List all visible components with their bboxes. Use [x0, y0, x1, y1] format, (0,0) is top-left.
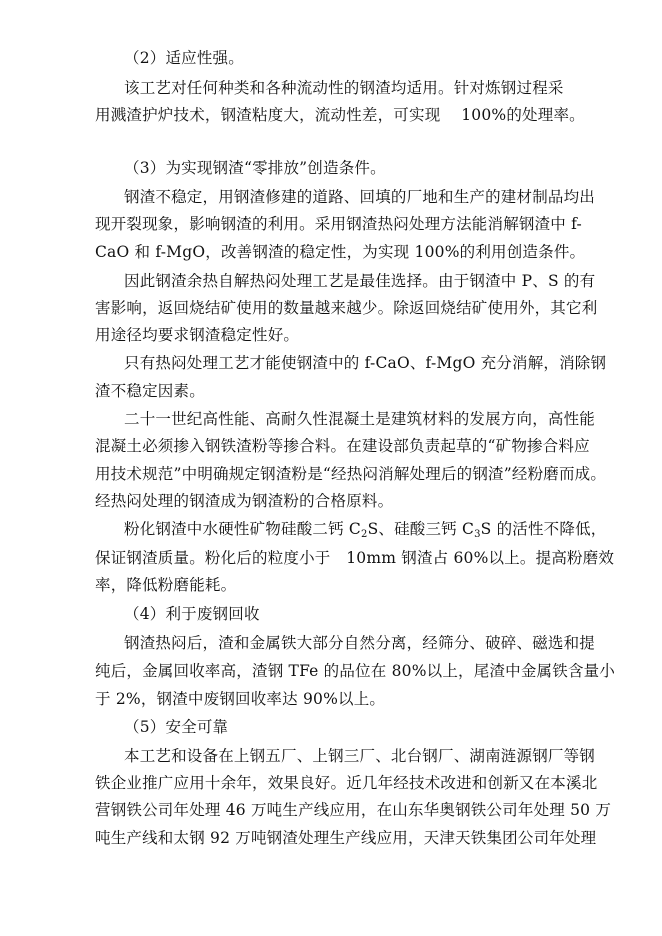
- paragraph-line: 保证钢渣质量。粉化后的粒度小于 10mm 钢渣占 60%以上。提高粉磨效: [95, 549, 615, 567]
- paragraph-line: 害影响，返回烧结矿使用的数量越来越少。除返回烧结矿使用外，其它利: [95, 299, 598, 317]
- paragraph-line: 因此钢渣余热自解热闷处理工艺是最佳选择。由于钢渣中 P、S 的有: [124, 272, 596, 290]
- paragraph-line: 经热闷处理的钢渣成为钢渣粉的合格原料。: [95, 492, 394, 510]
- paragraph-line: 于 2%，钢渣中废钢回收率达 90%以上。: [95, 690, 386, 708]
- paragraph-line: 用溅渣护炉技术，钢渣粘度大，流动性差，可实现 100%的处理率。: [95, 106, 585, 124]
- paragraph-line: 二十一世纪高性能、高耐久性混凝土是建筑材料的发展方向，高性能: [124, 410, 596, 428]
- paragraph-line: 用技术规范”中明确规定钢渣粉是“经热闷消解处理后的钢渣”经粉磨而成。: [95, 465, 607, 483]
- paragraph-line: 钢渣热闷后，渣和金属铁大部分自然分离，经筛分、破碎、磁选和提: [124, 634, 596, 652]
- heading-adaptability: （2）适应性强。: [124, 49, 244, 67]
- paragraph-line: 营钢铁公司年处理 46 万吨生产线应用，在山东华奥钢铁公司年处理 50 万: [95, 801, 612, 819]
- paragraph-line: 钢渣不稳定，用钢渣修建的道路、回填的厂地和生产的建材制品均出: [124, 188, 596, 206]
- paragraph-line: 混凝土必须掺入钢铁渣粉等掺合料。在建设部负责起草的“矿物掺合料应: [95, 437, 590, 455]
- text-segment: S 的活性不降低，: [480, 520, 607, 538]
- text-segment: S、硅酸三钙 C: [367, 520, 475, 538]
- paragraph-line: 只有热闷处理工艺才能使钢渣中的 f-CaO、f-MgO 充分消解，消除钢: [124, 354, 607, 372]
- paragraph-line: 率，降低粉磨能耗。: [95, 576, 237, 594]
- paragraph-line: 铁企业推广应用十余年，效果良好。近几年经技术改进和创新又在本溪北: [95, 774, 598, 792]
- subscript: 2: [361, 529, 368, 540]
- subscript: 3: [474, 529, 481, 540]
- paragraph-line-silicates: [124, 518, 644, 546]
- paragraph-line: 吨生产线和太钢 92 万吨钢渣处理生产线应用，天津天铁集团公司年处理: [95, 829, 597, 847]
- paragraph-line: 渣不稳定因素。: [95, 382, 205, 400]
- paragraph-line: 纯后，金属回收率高，渣钢 TFe 的品位在 80%以上，尾渣中金属铁含量小: [95, 662, 616, 680]
- paragraph-line: 现开裂现象，影响钢渣的利用。采用钢渣热闷处理方法能消解钢渣中 f-: [95, 215, 582, 233]
- heading-safety: （5）安全可靠: [124, 718, 229, 736]
- paragraph-line: 本工艺和设备在上钢五厂、上钢三厂、北台钢厂、湖南涟源钢厂等钢: [124, 747, 596, 765]
- paragraph-line: CaO 和 f-MgO，改善钢渣的稳定性，为实现 100%的利用创造条件。: [95, 243, 586, 261]
- paragraph-line: 用途径均要求钢渣稳定性好。: [95, 326, 300, 344]
- text-segment: 粉化钢渣中水硬性矿物硅酸二钙 C: [124, 520, 361, 538]
- heading-zero-discharge: （3）为实现钢渣“零排放”创造条件。: [124, 159, 386, 177]
- heading-scrap-recovery: （4）利于废钢回收: [124, 605, 260, 623]
- paragraph-line: 该工艺对任何种类和各种流动性的钢渣均适用。针对炼钢过程采: [124, 79, 564, 97]
